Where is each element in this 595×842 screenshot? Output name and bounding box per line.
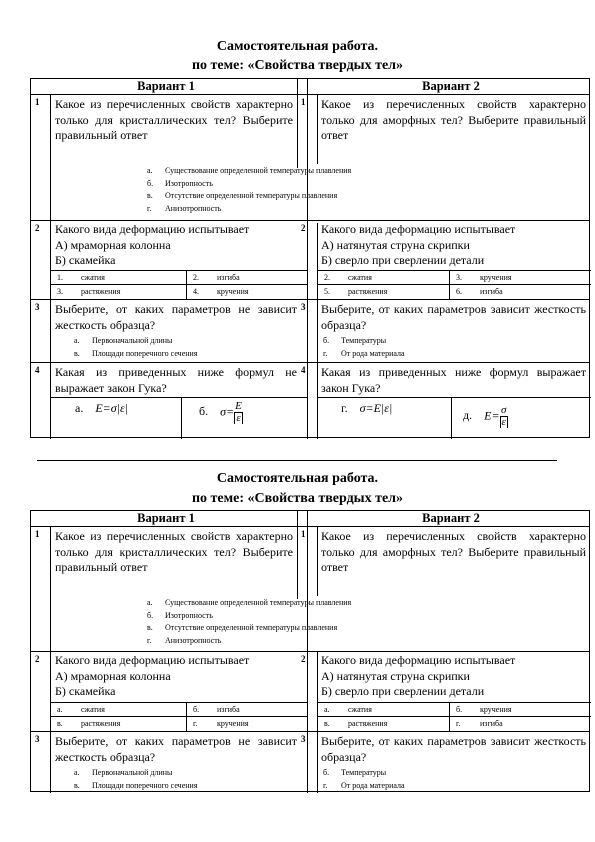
answer-option: в. Отсутствие определенной температуры плавления	[147, 191, 338, 200]
question-text: Какого вида деформацию испытывает А) натянутая струна скрипки Б) сверло при сверлении детали	[321, 653, 516, 698]
answer-cell: а. сжатия	[57, 705, 105, 714]
question-text: Какое из перечисленных свойств характерно только для аморфных тел? Выберите правильный ответ	[321, 97, 586, 142]
formula-option-d: д. E= $\frac{\sigma}{\varepsilon}$	[463, 404, 507, 428]
page-title: Самостоятельная работа.	[216, 39, 379, 54]
question-number: 2	[35, 654, 40, 664]
variant1-header: Вариант 1	[137, 511, 195, 525]
answer-cell: 5. растяжения	[324, 287, 388, 296]
variant2-header: Вариант 2	[422, 511, 480, 525]
question-number: 2	[301, 654, 306, 664]
question-number: 3	[301, 734, 306, 744]
formula-option-a: а. E=σ|ε|	[75, 401, 128, 415]
question-number: 3	[301, 302, 306, 312]
question-text: Выберите, от каких параметров не зависит жесткость образца?	[55, 734, 297, 764]
answer-cell: 6. изгиба	[456, 287, 503, 296]
worksheet-table	[30, 510, 590, 792]
answer-cell: а. сжатия	[324, 705, 372, 714]
answer-cell: г. изгиба	[456, 719, 503, 728]
worksheet-table	[30, 78, 590, 438]
question-number: 4	[35, 365, 40, 375]
answer-cell: 3. кручения	[456, 273, 512, 282]
question-text: Какое из перечисленных свойств характерно только для кристаллических тел? Выберите правильный ответ	[55, 97, 293, 142]
answer-options: а. Первоначальной длины в. Площади поперечного сечения	[74, 768, 198, 790]
answer-cell: б. кручения	[456, 705, 512, 714]
answer-options: б. Температуры г. От рода материала	[323, 768, 405, 790]
answer-cell: в. растяжения	[324, 719, 388, 728]
answer-option: г. Анизотропность	[147, 203, 222, 213]
question-text: Какая из приведенных ниже формул выражает закон Гука?	[321, 365, 586, 395]
answer-cell: 1. сжатия	[57, 273, 105, 282]
question-text: Какая из приведенных ниже формул не выражает закон Гука?	[55, 365, 297, 395]
question-text: Какого вида деформацию испытывает А) натянутая струна скрипки Б) сверло при сверлении детали	[321, 222, 516, 267]
answer-cell: 4. кручения	[193, 287, 249, 296]
question-text: Выберите, от каких параметров не зависит жесткость образца?	[55, 302, 297, 332]
answer-cell: 2. изгиба	[193, 273, 240, 282]
page-title: Самостоятельная работа.	[216, 471, 379, 486]
answer-option: а. Существование определенной температуры плавления	[147, 166, 352, 175]
question-text: Какое из перечисленных свойств характерно только для кристаллических тел? Выберите правильный ответ	[55, 529, 293, 574]
question-number: 4	[301, 365, 306, 375]
formula-option-b: б. σ= $\frac{E}{\varepsilon}$	[199, 400, 242, 424]
question-number: 1	[35, 97, 40, 107]
question-number: 1	[301, 97, 306, 107]
page-subtitle: по теме: «Свойства твердых тел»	[191, 58, 404, 73]
answer-cell: г. кручения	[193, 719, 249, 728]
page-subtitle: по теме: «Свойства твердых тел»	[191, 491, 404, 506]
answer-options: б. Температуры г. От рода материала	[323, 336, 405, 358]
variant1-header: Вариант 1	[137, 79, 195, 93]
question-text: Выберите, от каких параметров зависит жесткость образца?	[321, 302, 586, 332]
question-text: Какого вида деформацию испытывает А) мраморная колонна Б) скамейка	[55, 222, 250, 267]
answer-options	[147, 165, 351, 215]
answer-cell: 2. сжатия	[324, 273, 372, 282]
question-number: 3	[35, 734, 40, 744]
answer-cell: в. растяжения	[57, 719, 121, 728]
question-text: Какое из перечисленных свойств характерно только для аморфных тел? Выберите правильный ответ	[321, 529, 586, 574]
question-number: 2	[301, 223, 306, 233]
separator-line	[37, 460, 557, 461]
question-text: Выберите, от каких параметров зависит жесткость образца?	[321, 734, 586, 764]
answer-cell: б. изгиба	[193, 705, 240, 714]
question-text: Какого вида деформацию испытывает А) мраморная колонна Б) скамейка	[55, 653, 250, 698]
question-number: 1	[35, 529, 40, 539]
answer-options: а. Первоначальной длины в. Площади поперечного сечения	[74, 336, 198, 358]
question-number: 3	[35, 302, 40, 312]
answer-options: а. Существование определенной температуры плавления б. Изотропность в. Отсутствие определенной температуры плавления г. Анизотропность	[147, 598, 352, 645]
variant2-header: Вариант 2	[422, 79, 480, 93]
question-number: 2	[35, 223, 40, 233]
answer-option: б. Изотропность	[147, 178, 213, 188]
question-number: 1	[301, 529, 306, 539]
answer-cell: 3. растяжения	[57, 287, 121, 296]
formula-option-c: г. σ=E|ε|	[341, 401, 393, 415]
